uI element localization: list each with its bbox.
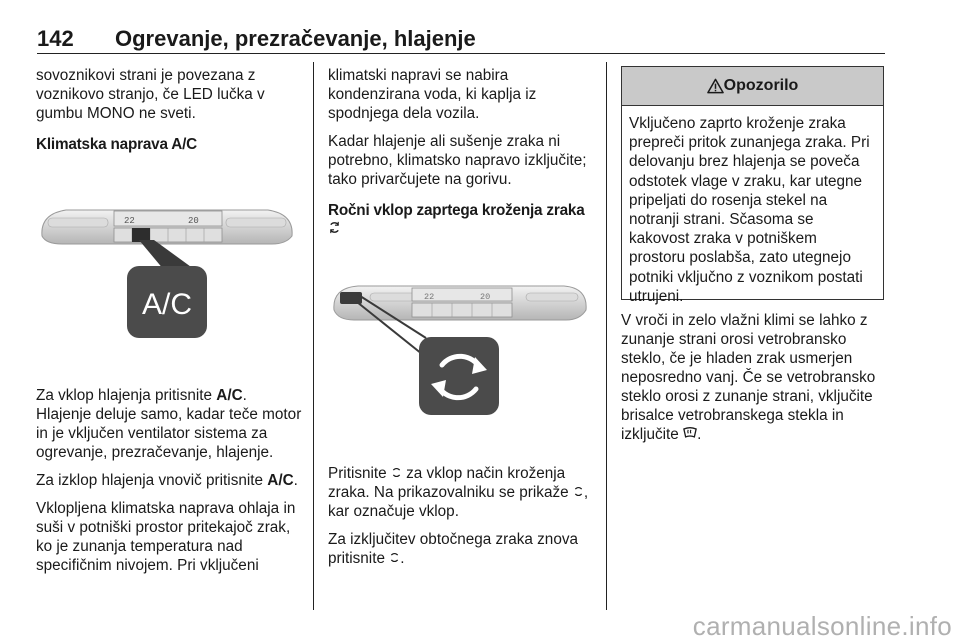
column-divider-left [313, 62, 314, 610]
column-2 [328, 66, 596, 248]
subheading-recirculation: Ročni vklop zaprtega kroženja zraka [328, 201, 596, 239]
paragraph-fuel: Kadar hlajenje ali sušenje zraka ni potrebno, klimatsko napravo izključite; tako privarčujete na gorivu. [328, 133, 587, 188]
header-rule [37, 53, 885, 54]
paragraph-ac-on: Za vklop hlajenja pritisnite A/C. Hlajenje deluje samo, kadar teče motor in je vključen ventilator sistema za ogrevanje, prezračevanje, hlajenje. [36, 387, 302, 461]
ac-control-illustration [36, 196, 298, 344]
recirculation-icon [389, 552, 400, 563]
warning-header [622, 67, 883, 106]
watermark: carmanualsonline.info [692, 611, 952, 641]
column-1 [36, 66, 302, 163]
recirculation-icon [328, 221, 341, 234]
warning-text: Vključeno zaprto kroženje zraka prepreči pritok zunanjega zraka. Pri delovanju brez hlajenja se poveča odstotek vlage v zraku, kar utegne pripeljati do rosenja stekel na notranji strani. Sčasoma se kakovost zraka v potniškem prostoru poslabša, zato utegnejo potniki vključno z voznikom postati utrujeni. [629, 115, 870, 305]
illus-display-left: 22 [124, 216, 135, 226]
page-number: 142 [37, 26, 74, 51]
page-header [37, 26, 887, 54]
recirculation-button-zoom [419, 337, 499, 415]
paragraph-recirc-on: Pritisnite za vklop način kroženja zraka. Na prikazovalniku se prikaže , kar označuje vklop. [328, 465, 589, 520]
paragraph-ac-off: Za izklop hlajenja vnovič pritisnite A/C. [36, 472, 298, 489]
page-title: Ogrevanje, prezračevanje, hlajenje [115, 26, 476, 51]
paragraph-intro: sovoznikovi strani je povezana z voznikovo stranjo, če LED lučka v gumbu MONO ne sveti. [36, 67, 265, 122]
illus2-display-left: 22 [424, 292, 435, 302]
warning-box [621, 66, 884, 305]
column-3-lower [621, 311, 885, 453]
column-1-lower [36, 386, 302, 584]
subheading-ac: Klimatska naprava A/C [36, 136, 198, 153]
paragraph-recirc-off: Za izključitev obtočnega zraka znova pritisnite . [328, 531, 578, 567]
recirculation-icon [391, 467, 402, 478]
recirculation-icon [573, 486, 584, 497]
windshield-defrost-icon [683, 426, 697, 439]
paragraph-ac-description: Vklopljena klimatska naprava ohlaja in suši v potniški prostor pritekajoč zrak, ko je zunanja temperatura nad specifičnim nivojem. Pri vključeni [36, 500, 296, 574]
ac-button-label: A/C [141, 288, 193, 321]
paragraph-humid-climate: V vroči in zelo vlažni klimi se lahko z zunanje strani orosi vetrobransko steklo, če je hladen zrak usmerjen neposredno vanj. Če se vetrobransko steklo orosi z zunanje strani, vključite brisalce vetrobranskega stekla in izključite . [621, 312, 876, 443]
column-2-lower [328, 464, 596, 577]
warning-triangle-icon [707, 78, 724, 94]
illus-display-right: 20 [188, 216, 199, 226]
illus2-display-right: 20 [480, 292, 491, 302]
column-divider-right [606, 62, 607, 610]
warning-title: Opozorilo [723, 77, 799, 94]
recirculation-control-illustration [330, 280, 592, 418]
paragraph-condensation: klimatski napravi se nabira kondenzirana voda, ki kaplja iz spodnjega dela vozila. [328, 67, 537, 122]
